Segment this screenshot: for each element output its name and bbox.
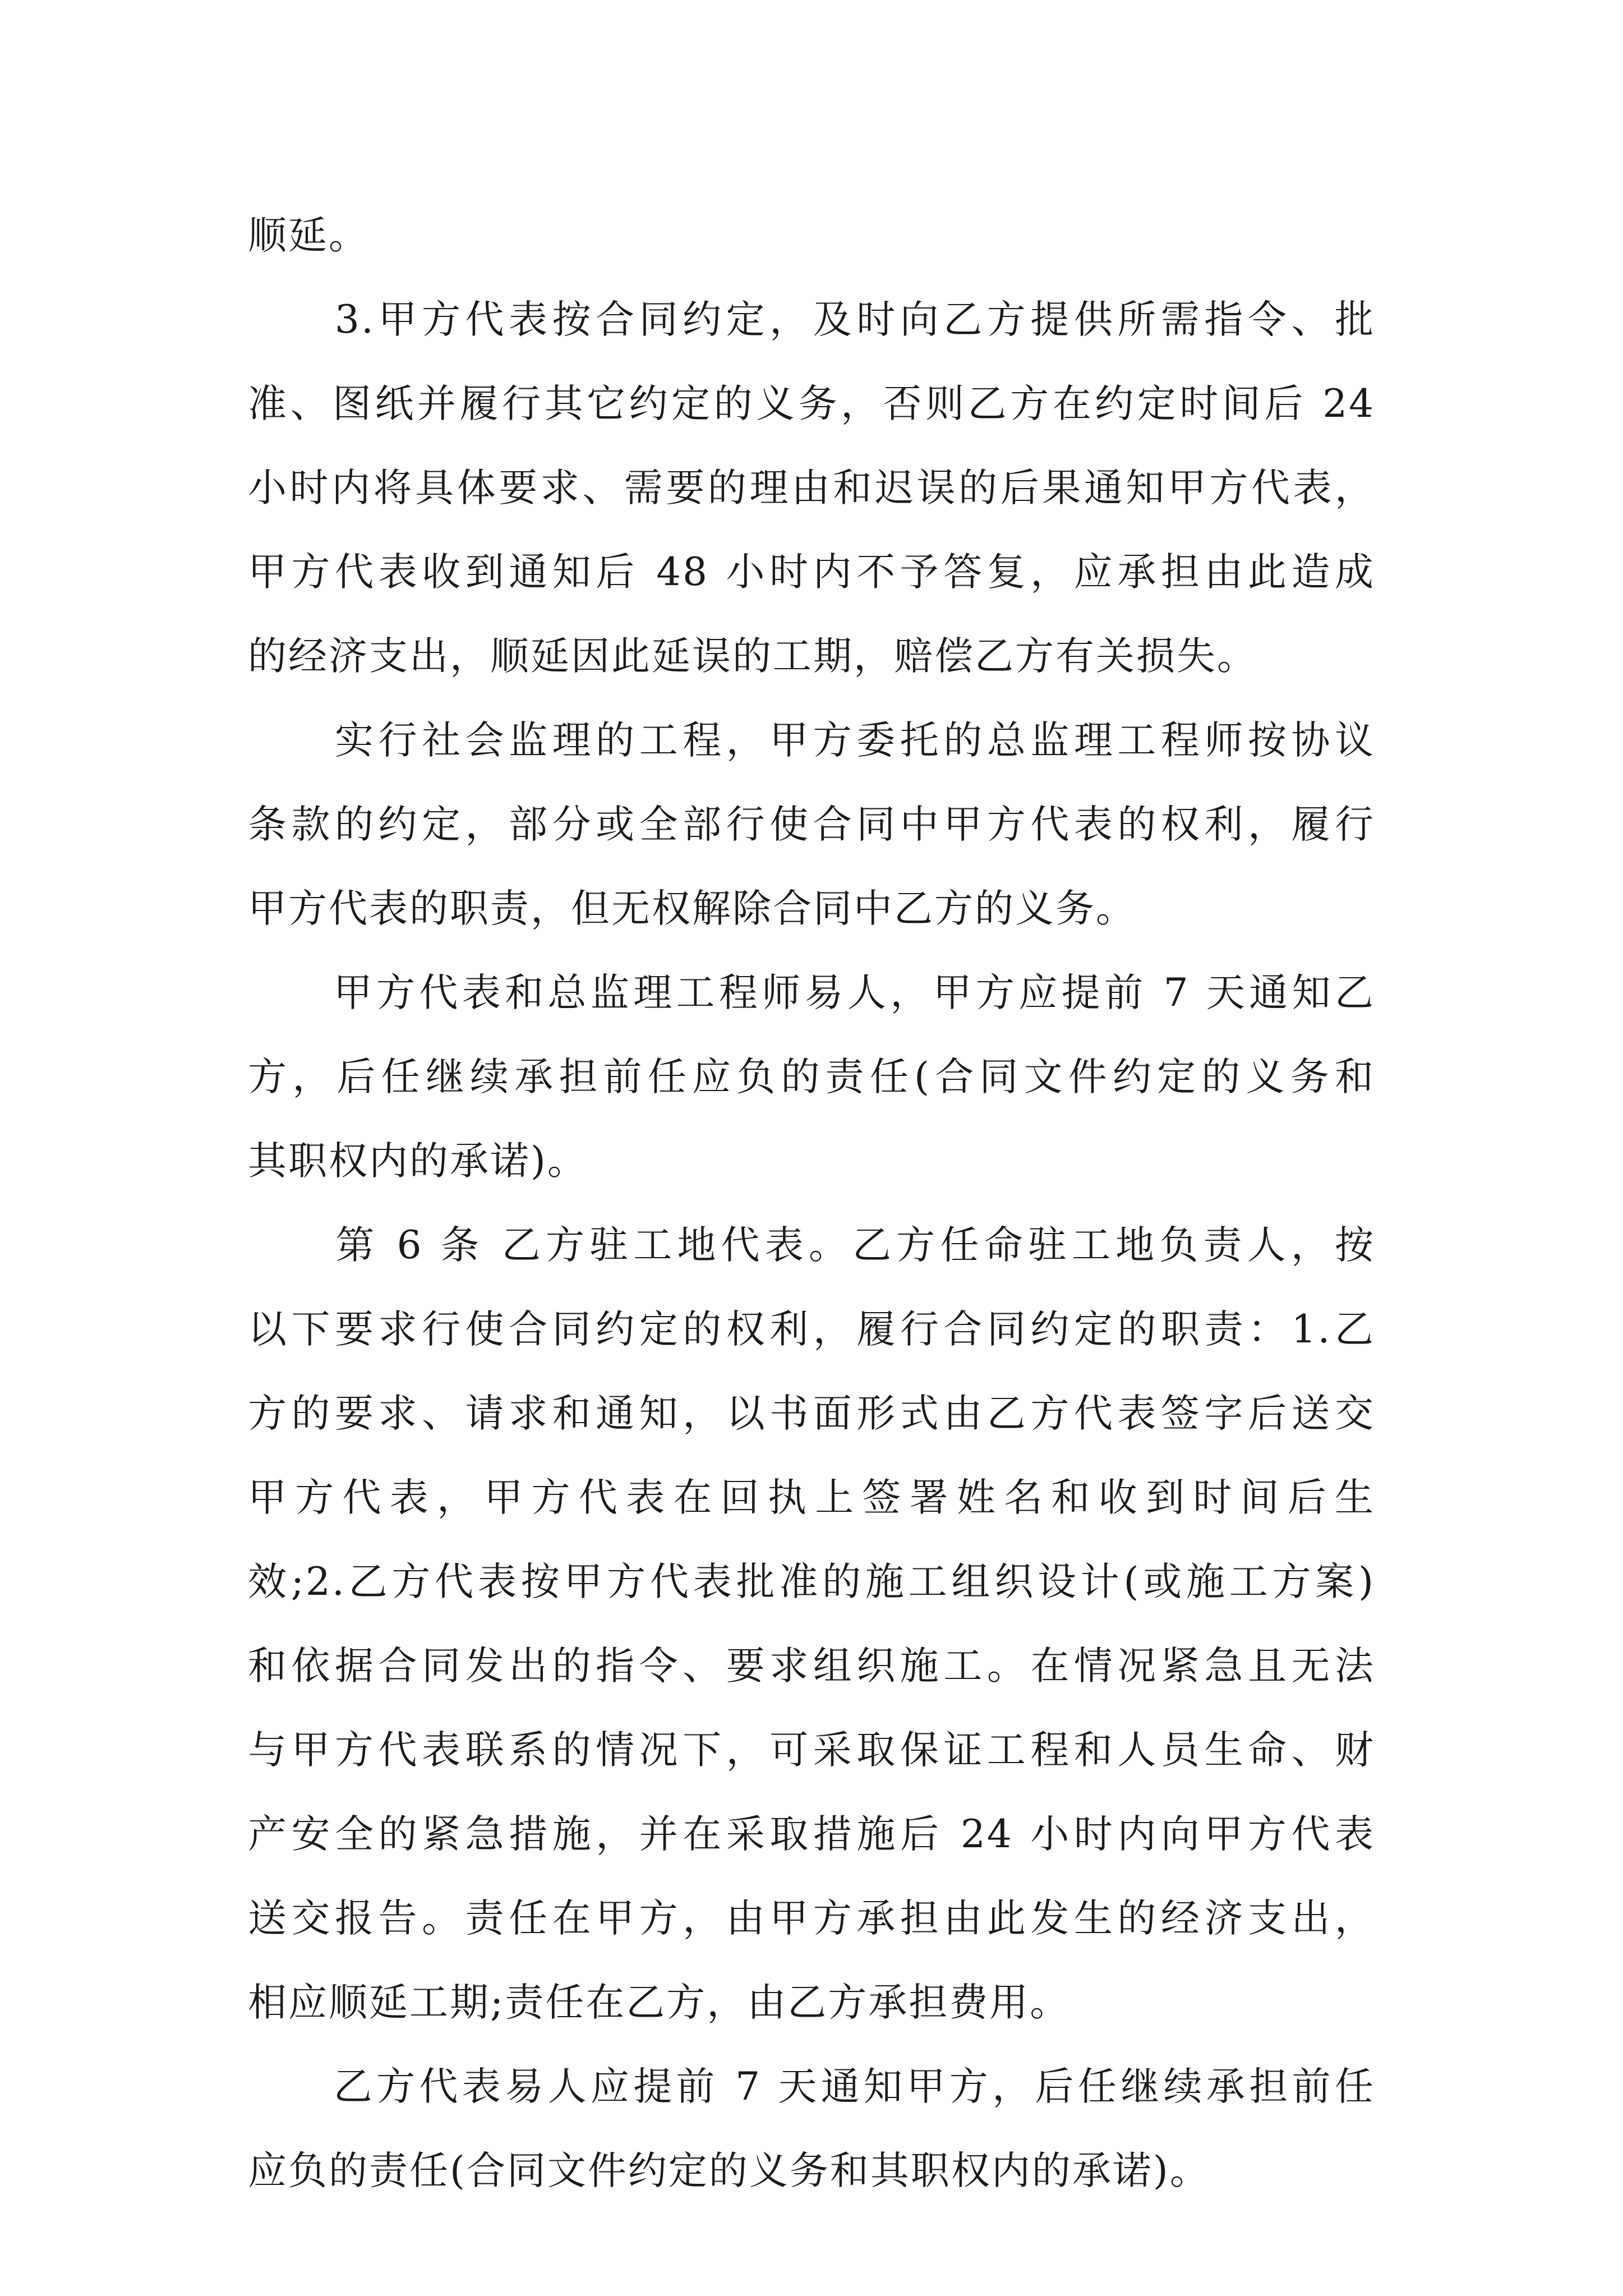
text-line: 甲方代表，甲方代表在回执上签署姓名和收到时间后生 <box>248 1475 1375 1520</box>
text-line: 实行社会监理的工程，甲方委托的总监理工程师按协议 <box>248 718 1375 763</box>
text-line: 3.甲方代表按合同约定，及时向乙方提供所需指令、批 <box>248 297 1375 342</box>
text-line: 甲方代表和总监理工程师易人，甲方应提前 7 天通知乙 <box>248 970 1375 1015</box>
text-line: 方，后任继续承担前任应负的责任(合同文件约定的义务和 <box>248 1055 1375 1099</box>
text-line: 相应顺延工期;责任在乙方，由乙方承担费用。 <box>248 1980 1071 2025</box>
text-line: 以下要求行使合同约定的权利，履行合同约定的职责：1.乙 <box>248 1307 1375 1352</box>
text-line: 与甲方代表联系的情况下，可采取保证工程和人员生命、财 <box>248 1728 1375 1773</box>
text-line: 条款的约定，部分或全部行使合同中甲方代表的权利，履行 <box>248 802 1375 847</box>
text-line: 小时内将具体要求、需要的理由和迟误的后果通知甲方代表， <box>248 466 1375 510</box>
text-line: 准、图纸并履行其它约定的义务，否则乙方在约定时间后 24 <box>248 381 1375 426</box>
text-line: 乙方代表易人应提前 7 天通知甲方，后任继续承担前任 <box>248 2064 1375 2109</box>
text-line: 其职权内的承诺)。 <box>248 1139 588 1184</box>
document-body <box>248 194 1375 2213</box>
text-line: 产安全的紧急措施，并在采取措施后 24 小时内向甲方代表 <box>248 1812 1375 1857</box>
text-line: 顺延。 <box>248 213 369 258</box>
text-line: 方的要求、请求和通知，以书面形式由乙方代表签字后送交 <box>248 1391 1375 1436</box>
text-line: 甲方代表收到通知后 48 小时内不予答复，应承担由此造成 <box>248 550 1375 595</box>
text-line: 和依据合同发出的指令、要求组织施工。在情况紧急且无法 <box>248 1644 1375 1688</box>
text-line: 送交报告。责任在甲方，由甲方承担由此发生的经济支出， <box>248 1896 1375 1941</box>
text-line: 第 6 条 乙方驻工地代表。乙方任命驻工地负责人，按 <box>248 1223 1375 1268</box>
text-line: 应负的责任(合同文件约定的义务和其职权内的承诺)。 <box>248 2148 1210 2193</box>
text-line: 的经济支出，顺延因此延误的工期，赔偿乙方有关损失。 <box>248 634 1257 679</box>
text-line: 效;2.乙方代表按甲方代表批准的施工组织设计(或施工方案) <box>248 1559 1375 1604</box>
text-line: 甲方代表的职责，但无权解除合同中乙方的义务。 <box>248 886 1136 931</box>
